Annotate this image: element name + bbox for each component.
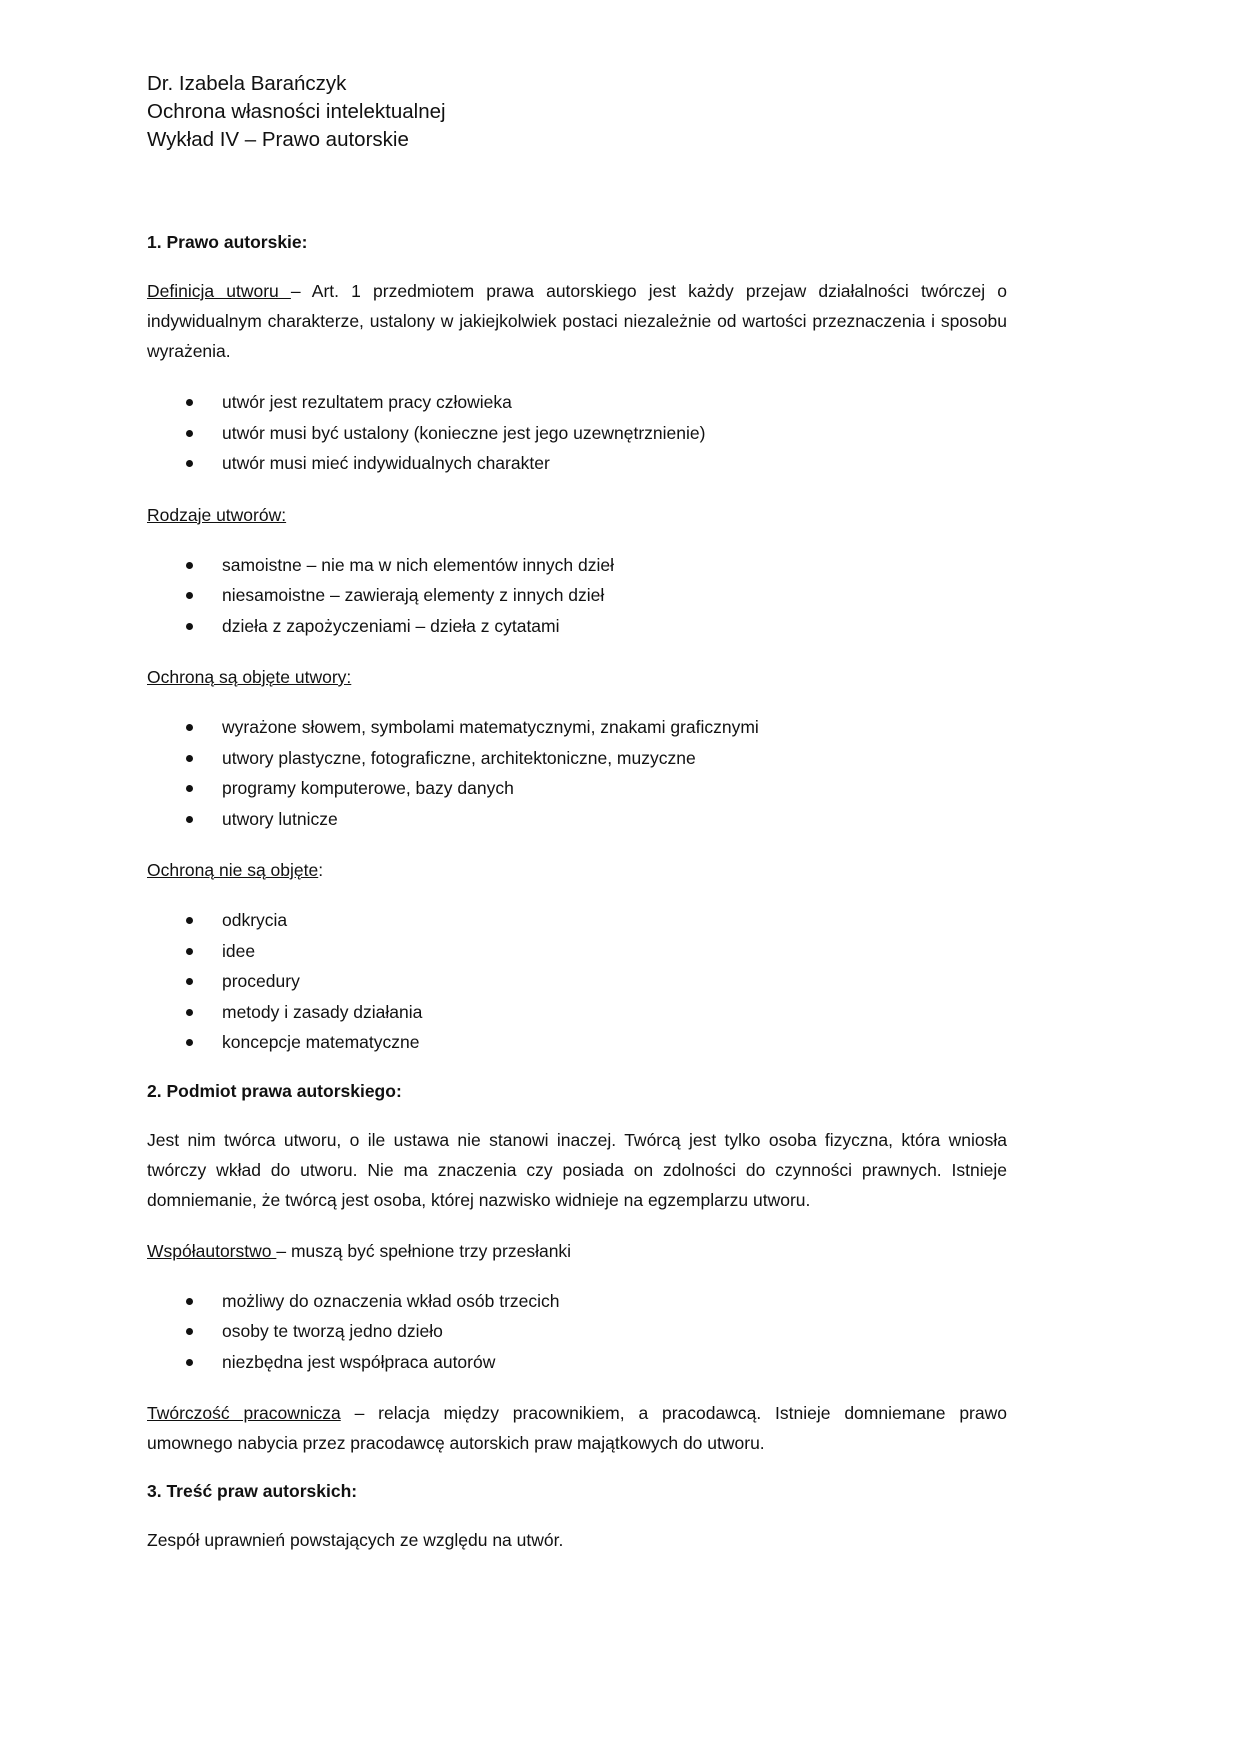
definition-paragraph xyxy=(147,276,1007,366)
course-name: Ochrona własności intelektualnej xyxy=(147,100,446,123)
list-item: utwór jest rezultatem pracy człowieka xyxy=(147,387,1007,418)
definition-text: – Art. 1 przedmiotem prawa autorskiego jest każdy przejaw działalności twórczej o indywidualnym charakterze, ustalony w jakiejkolwiek postaci niezależnie od wartości przeznaczenia i sposobu wyrażenia. xyxy=(147,281,1007,361)
definition-bullets xyxy=(147,387,1007,479)
protected-label: Ochroną są objęte utwory: xyxy=(147,667,352,687)
not-protected-bullets xyxy=(147,905,1007,1058)
list-item: możliwy do oznaczenia wkład osób trzecich xyxy=(147,1286,1007,1317)
bullet-icon xyxy=(186,948,193,955)
bullet-icon xyxy=(186,399,193,406)
bullet-icon xyxy=(186,755,193,762)
rights-content-paragraph: Zespół uprawnień powstających ze względu na utwór. xyxy=(147,1530,564,1550)
definition-label: Definicja utworu xyxy=(147,281,291,301)
bullet-icon xyxy=(186,1328,193,1335)
coauthorship-paragraph xyxy=(147,1236,1007,1266)
list-item: utwory lutnicze xyxy=(147,804,1007,835)
list-item: samoistne – nie ma w nich elementów innych dzieł xyxy=(147,550,1007,581)
list-item: utwór musi mieć indywidualnych charakter xyxy=(147,448,1007,479)
list-item: osoby te tworzą jedno dzieło xyxy=(147,1316,1007,1347)
section-3-title: 3. Treść praw autorskich: xyxy=(147,1481,358,1501)
bullet-icon xyxy=(186,978,193,985)
list-item: dzieła z zapożyczeniami – dzieła z cytatami xyxy=(147,611,1007,642)
list-item: koncepcje matematyczne xyxy=(147,1027,1007,1058)
list-item: procedury xyxy=(147,966,1007,997)
bullet-icon xyxy=(186,724,193,731)
subject-paragraph: Jest nim twórca utworu, o ile ustawa nie stanowi inaczej. Twórcą jest tylko osoba fizyczna, która wniosła twórczy wkład do utworu. Nie ma znaczenia czy posiada on zdolności do czynności prawnych. Istnieje domniemanie, że twórcą jest osoba, której nazwisko widnieje na egzemplarzu utworu. xyxy=(147,1129,1007,1210)
bullet-icon xyxy=(186,1298,193,1305)
bullet-icon xyxy=(186,592,193,599)
list-item: niesamoistne – zawierają elementy z innych dzieł xyxy=(147,580,1007,611)
coauthorship-text: – muszą być spełnione trzy przesłanki xyxy=(276,1240,572,1261)
employee-paragraph xyxy=(147,1398,1007,1458)
author-name: Dr. Izabela Barańczyk xyxy=(147,72,347,95)
list-item: niezbędna jest współpraca autorów xyxy=(147,1347,1007,1378)
employee-text: – relacja między pracownikiem, a pracodawcą. Istnieje domniemane prawo umownego nabycia przez pracodawcę autorskich praw majątkowych do utworu. xyxy=(147,1403,1007,1453)
list-item: idee xyxy=(147,936,1007,967)
bullet-icon xyxy=(186,785,193,792)
spacer xyxy=(147,154,1007,230)
list-item: programy komputerowe, bazy danych xyxy=(147,773,1007,804)
bullet-icon xyxy=(186,1359,193,1366)
bullet-icon xyxy=(186,816,193,823)
list-item: utwór musi być ustalony (konieczne jest jego uzewnętrznienie) xyxy=(147,418,1007,449)
bullet-icon xyxy=(186,917,193,924)
coauthorship-label: Współautorstwo xyxy=(147,1240,277,1261)
bullet-icon xyxy=(186,562,193,569)
coauthorship-bullets xyxy=(147,1286,1007,1378)
not-protected-label: Ochroną nie są objęte: xyxy=(147,860,324,880)
list-item: utwory plastyczne, fotograficzne, architektoniczne, muzyczne xyxy=(147,743,1007,774)
bullet-icon xyxy=(186,623,193,630)
list-item: metody i zasady działania xyxy=(147,997,1007,1028)
types-bullets xyxy=(147,550,1007,642)
list-item: wyrażone słowem, symbolami matematycznymi, znakami graficznymi xyxy=(147,712,1007,743)
section-2-title: 2. Podmiot prawa autorskiego: xyxy=(147,1080,402,1101)
section-1-title: 1. Prawo autorskie: xyxy=(147,232,308,252)
list-item: odkrycia xyxy=(147,905,1007,936)
bullet-icon xyxy=(186,430,193,437)
bullet-icon xyxy=(186,460,193,467)
bullet-icon xyxy=(186,1009,193,1016)
bullet-icon xyxy=(186,1039,193,1046)
document-page xyxy=(147,70,1007,1576)
types-label: Rodzaje utworów: xyxy=(147,504,287,525)
employee-label: Twórczość pracownicza xyxy=(147,1403,341,1423)
protected-bullets xyxy=(147,712,1007,834)
lecture-title: Wykład IV – Prawo autorskie xyxy=(147,128,409,151)
